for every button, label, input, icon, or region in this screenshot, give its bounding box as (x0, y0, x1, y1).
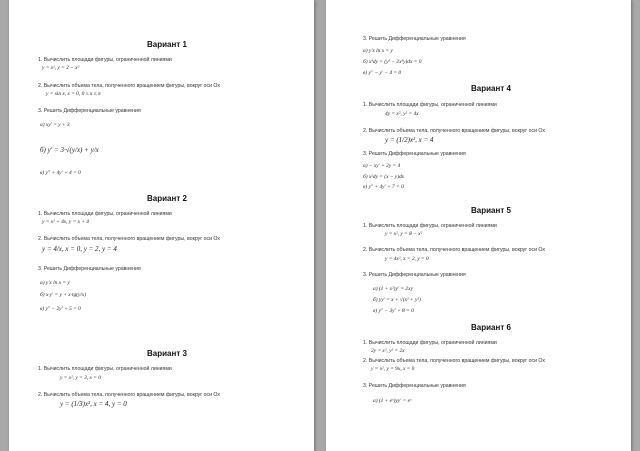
task-1-text: 1. Вычислить площади фигуры, ограниченной линиями (38, 366, 172, 372)
equation-a: а) y′x ln x = y (40, 280, 70, 286)
task-1-formula: 2y = x², y² = 2x (371, 348, 405, 354)
equation-b: б) yy′ = x + √(x² + y²) (373, 297, 421, 303)
task-3-text: 3. Решить Дифференциальные уравнения (363, 383, 466, 389)
task-2-text: 2. Вычислить объема тела, полученного вращением фигуры, вокруг оси Ох (38, 83, 220, 89)
task-2-text: 2. Вычислить объема тела, полученного вращением фигуры, вокруг оси Ох (363, 358, 545, 364)
equation-c: в) y″ − y′ − 4 = 0 (363, 70, 402, 76)
document-page-2 (326, 0, 631, 451)
task-2-text: 2. Вычислить объема тела, полученного вращением фигуры, вокруг оси Ох (363, 247, 545, 253)
equation-b: б) y′ = 3·√(y/x) + y/x (40, 146, 99, 154)
equation-a: а) − xy′ + 2y = 4 (363, 163, 401, 169)
task-3-text: 3. Решить Дифференциальные уравнения (363, 36, 466, 42)
task-1-text: 1. Вычислить площади фигуры, ограниченной линиями (38, 57, 172, 63)
task-3-text: 3. Решить Дифференциальные уравнения (38, 266, 141, 272)
equation-b: б) x³dy = (y³ − 2x³y)dx = 0 (363, 59, 422, 65)
equation-c: в) y″ + 4y′ + 7 = 0 (363, 184, 404, 190)
equation-c: в) y″ − 3y′ + 8 = 0 (373, 308, 414, 314)
task-1-text: 1. Вычислить площади фигуры, ограниченной линиями (38, 211, 172, 217)
equation-b: б) x·y′ = y + x·tg(y/x) (40, 292, 87, 298)
equation-a: а) (1 + eˣ)yy′ = eˣ (373, 398, 412, 404)
task-2-text: 2. Вычислить объема тела, полученного вращением фигуры, вокруг оси Ох (38, 236, 220, 242)
document-page-1 (9, 0, 314, 451)
task-1-formula: y = x², y = 3, x = 0 (60, 375, 101, 381)
task-2-formula: y = sin x, x = 0, 0 ≤ x ≤ π (46, 91, 101, 97)
equation-a: а) y′x ln x = y (363, 48, 393, 54)
equation-b: б) x²dy = (x − y)dx (363, 174, 405, 180)
variant-3-heading: Вариант 3 (147, 349, 187, 358)
task-1-formula: y = x² + 4x, y = x + 4 (42, 219, 89, 225)
task-1-formula: 4y = x², y² = 4x (385, 111, 419, 117)
task-1-formula: y = x², y = 8 − x² (385, 231, 423, 237)
equation-c: в) y″ + 4y′ + 4 = 0 (40, 170, 81, 176)
task-2-formula: y = 4/x, x = 0, y = 2, y = 4 (42, 245, 117, 253)
task-3-text: 3. Решить Дифференциальные уравнения (363, 272, 466, 278)
equation-a: а) xy′ = y + 3 (40, 122, 70, 128)
equation-c: в) y″ − 2y′ + 5 = 0 (40, 306, 81, 312)
task-3-text: 3. Решить Дифференциальные уравнения (38, 108, 141, 114)
task-2-text: 2. Вычислить объема тела, полученного вращением фигуры, вокруг оси Ох (38, 392, 220, 398)
equation-a: а) (1 + x²)y′ = 2xy (373, 286, 413, 292)
variant-2-heading: Вариант 2 (147, 194, 187, 203)
task-2-formula: y = x², y = 9x, x = 0 (371, 366, 415, 372)
task-1-text: 1. Вычислить площади фигуры, ограниченной линиями (363, 340, 497, 346)
task-3-text: 3. Решить Дифференциальные уравнения (363, 151, 466, 157)
variant-4-heading: Вариант 4 (471, 84, 511, 93)
task-2-text: 2. Вычислить объема тела, полученного вращением фигуры, вокруг оси Ох (363, 128, 545, 134)
task-2-formula: y = (1/3)x², x = 4, y = 0 (60, 400, 127, 408)
task-2-formula: y = (1/2)x², x = 4 (385, 136, 434, 144)
variant-6-heading: Вариант 6 (471, 323, 511, 332)
variant-5-heading: Вариант 5 (471, 206, 511, 215)
task-1-text: 1. Вычислить площади фигуры, ограниченной линиями (363, 102, 497, 108)
variant-1-heading: Вариант 1 (147, 40, 187, 49)
task-2-formula: y = 4x², x = 2, y = 0 (385, 256, 429, 262)
task-1-text: 1. Вычислить площади фигуры, ограниченной линиями (363, 223, 497, 229)
task-1-formula: y = x², y = 2 − x² (42, 65, 80, 71)
